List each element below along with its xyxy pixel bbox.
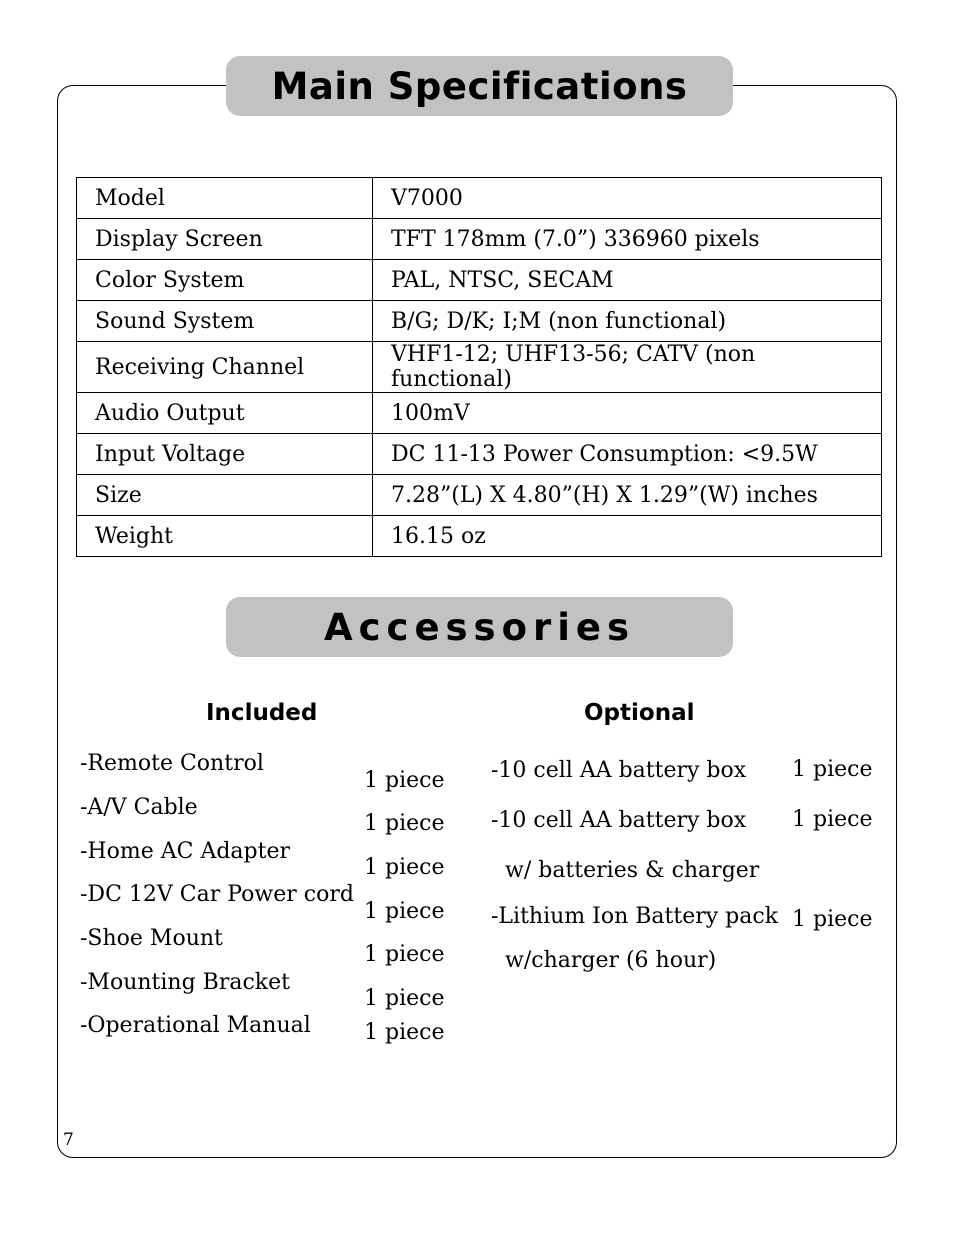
included-heading: Included (206, 700, 318, 726)
item-quantity: 1 piece (364, 986, 445, 1011)
list-item: -Home AC Adapter (80, 839, 290, 864)
list-item: -Operational Manual (80, 1013, 311, 1038)
spec-label: Audio Output (77, 393, 373, 434)
spec-label: Sound System (77, 301, 373, 342)
optional-heading: Optional (584, 700, 695, 726)
table-row (77, 301, 882, 342)
spec-value: 16.15 oz (373, 516, 882, 557)
table-row (77, 219, 882, 260)
list-item-continuation: w/charger (6 hour) (505, 948, 717, 973)
item-quantity: 1 piece (792, 807, 873, 832)
list-item: -Lithium Ion Battery pack (491, 904, 779, 929)
spec-label: Model (77, 178, 373, 219)
item-quantity: 1 piece (792, 907, 873, 932)
list-item: -Mounting Bracket (80, 970, 290, 995)
item-quantity: 1 piece (364, 768, 445, 793)
specifications-table (76, 177, 882, 557)
spec-value: TFT 178mm (7.0”) 336960 pixels (373, 219, 882, 260)
item-quantity: 1 piece (364, 899, 445, 924)
list-item: -10 cell AA battery box (491, 808, 747, 833)
main-specifications-title: Main Specifications (271, 64, 688, 108)
accessories-title: Accessories (323, 605, 636, 649)
item-quantity: 1 piece (364, 855, 445, 880)
list-item: -Remote Control (80, 751, 264, 776)
spec-value: PAL, NTSC, SECAM (373, 260, 882, 301)
table-row (77, 516, 882, 557)
spec-label: Input Voltage (77, 434, 373, 475)
list-item: -Shoe Mount (80, 926, 223, 951)
spec-value: DC 11-13 Power Consumption: <9.5W (373, 434, 882, 475)
list-item: -DC 12V Car Power cord (80, 882, 354, 907)
spec-label: Weight (77, 516, 373, 557)
item-quantity: 1 piece (364, 942, 445, 967)
page-number: 7 (63, 1130, 74, 1150)
spec-value: VHF1-12; UHF13-56; CATV (non functional) (373, 342, 882, 393)
item-quantity: 1 piece (364, 1020, 445, 1045)
table-row (77, 475, 882, 516)
item-quantity: 1 piece (364, 811, 445, 836)
spec-value: B/G; D/K; I;M (non functional) (373, 301, 882, 342)
table-row (77, 260, 882, 301)
list-item: -A/V Cable (80, 795, 198, 820)
spec-value: 7.28”(L) X 4.80”(H) X 1.29”(W) inches (373, 475, 882, 516)
spec-label: Receiving Channel (77, 342, 373, 393)
item-quantity: 1 piece (792, 757, 873, 782)
spec-label: Color System (77, 260, 373, 301)
table-row (77, 342, 882, 393)
list-item: -10 cell AA battery box (491, 758, 747, 783)
main-specifications-heading (226, 56, 733, 116)
spec-value: V7000 (373, 178, 882, 219)
table-row (77, 178, 882, 219)
spec-label: Display Screen (77, 219, 373, 260)
spec-label: Size (77, 475, 373, 516)
table-row (77, 393, 882, 434)
table-row (77, 434, 882, 475)
accessories-heading (226, 597, 733, 657)
spec-value: 100mV (373, 393, 882, 434)
list-item-continuation: w/ batteries & charger (505, 858, 760, 883)
